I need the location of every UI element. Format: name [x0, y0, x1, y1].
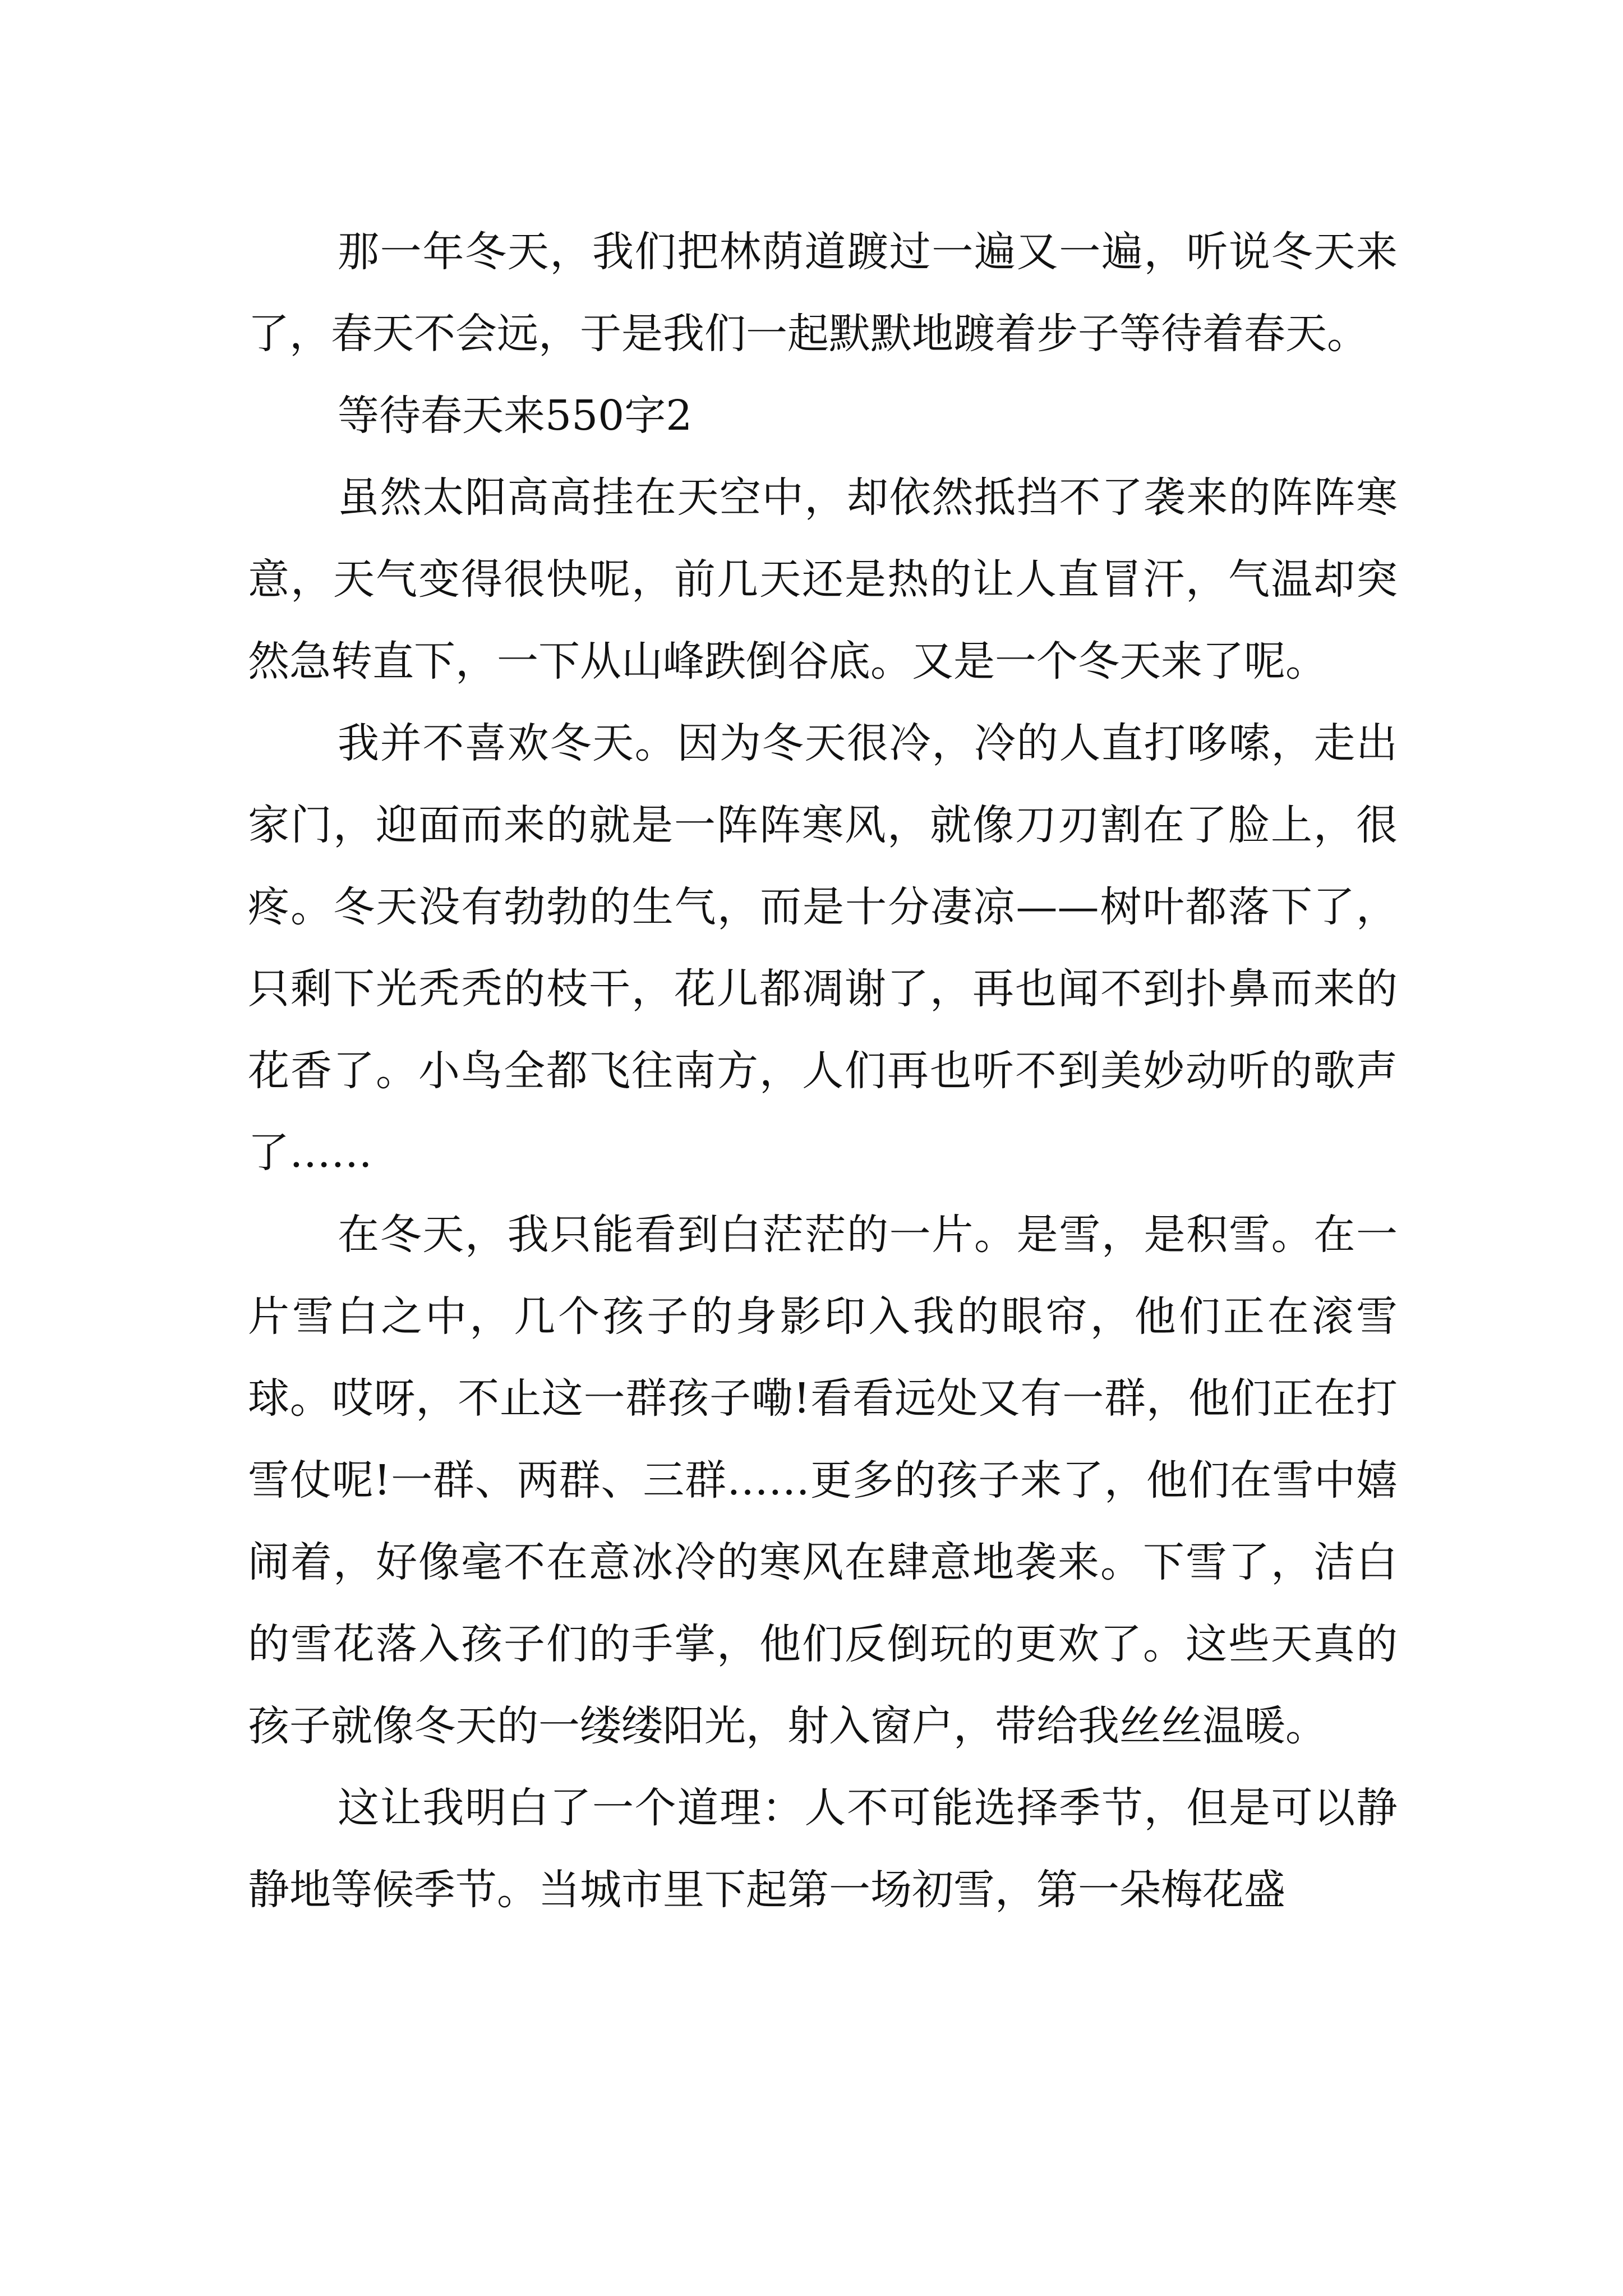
paragraph-1: 那一年冬天，我们把林荫道踱过一遍又一遍，听说冬天来了，春天不会远，于是我们一起默默地踱着步子等待着春天。: [248, 228, 1398, 358]
paragraph-4: 在冬天，我只能看到白茫茫的一片。是雪，是积雪。在一片雪白之中，几个孩子的身影印入我的眼帘，他们正在滚雪球。哎呀，不止这一群孩子嘞!看看远处又有一群，他们正在打雪仗呢!一群、两群、三群……更多的孩子来了，他们在雪中嬉闹着，好像毫不在意冰冷的寒风在肆意地袭来。下雪了，洁白的雪花落入孩子们的手掌，他们反倒玩的更欢了。这些天真的孩子就像冬天的一缕缕阳光，射入窗户，带给我丝丝温暖。: [248, 1211, 1398, 1750]
paragraph-2: 虽然太阳高高挂在天空中，却依然抵挡不了袭来的阵阵寒意，天气变得很快呢，前几天还是热的让人直冒汗，气温却突然急转直下，一下从山峰跌倒谷底。又是一个冬天来了呢。: [248, 473, 1398, 685]
document-body: [248, 211, 1398, 1931]
paragraph-3: 我并不喜欢冬天。因为冬天很冷，冷的人直打哆嗦，走出家门，迎面而来的就是一阵阵寒风，就像刀刃割在了脸上，很疼。冬天没有勃勃的生气，而是十分凄凉——树叶都落下了，只剩下光秃秃的枝干，花儿都凋谢了，再也闻不到扑鼻而来的花香了。小鸟全都飞往南方，人们再也听不到美妙动听的歌声了……: [248, 719, 1398, 1177]
section-title: 等待春天来550字2: [338, 392, 693, 440]
paragraph-5: 这让我明白了一个道理：人不可能选择季节，但是可以静静地等候季节。当城市里下起第一场初雪，第一朵梅花盛: [248, 1784, 1398, 1914]
